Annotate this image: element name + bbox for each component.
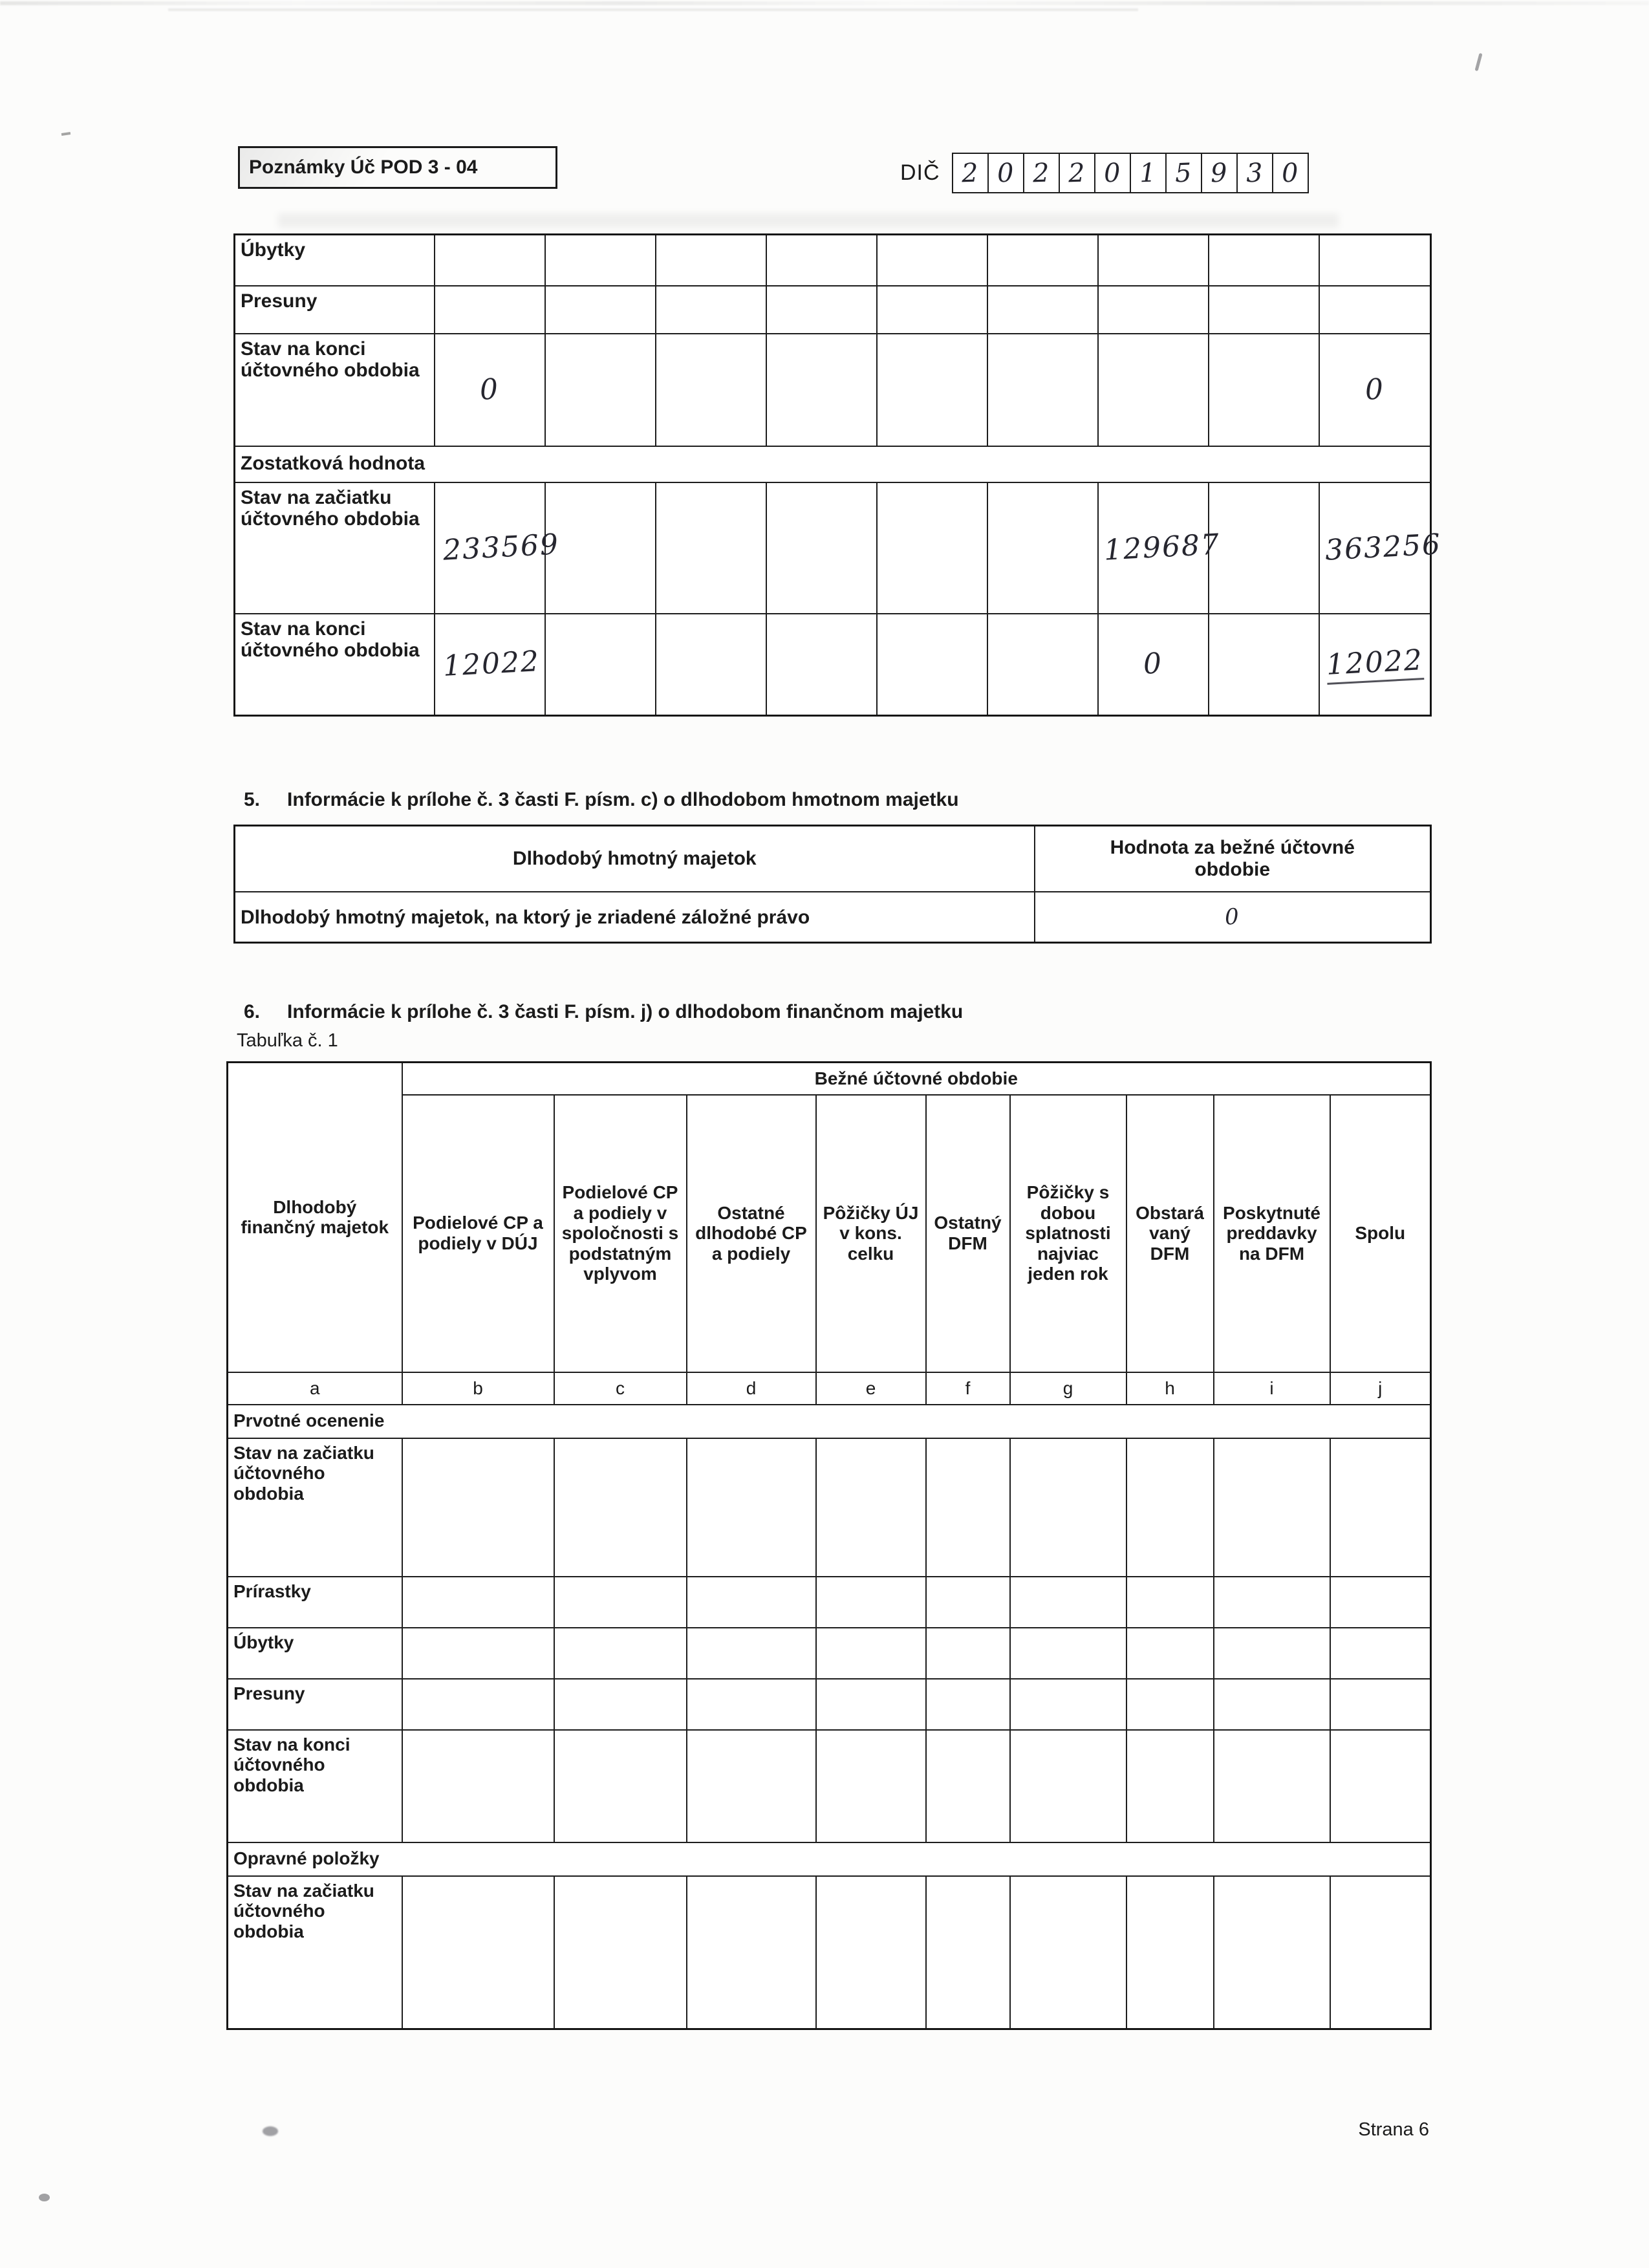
dic-digit-box (1165, 153, 1202, 193)
row-label: Presuny (228, 1679, 402, 1730)
table-cell (1214, 1730, 1330, 1842)
table-cell (1214, 1628, 1330, 1679)
column-letter-row (228, 1372, 1431, 1405)
table-cell (1330, 1628, 1431, 1679)
table-row (235, 334, 1431, 446)
table-cell (816, 1876, 926, 2029)
handwritten-digit: 0 (997, 158, 1015, 188)
section-label: Zostatková hodnota (235, 446, 1431, 482)
table-cell (766, 334, 877, 446)
column-header: Poskytnuté preddavky na DFM (1214, 1095, 1330, 1372)
column-letter: h (1126, 1372, 1214, 1405)
handwritten-digit: 0 (1281, 158, 1299, 188)
table-row (228, 1577, 1431, 1628)
table-cell (1319, 614, 1431, 716)
financial-assets-table (226, 1061, 1432, 2030)
scan-artifact (278, 213, 1339, 228)
table-cell (926, 1876, 1010, 2029)
table-cell (987, 334, 1098, 446)
table-caption: Tabuľka č. 1 (237, 1030, 338, 1051)
table-cell (816, 1628, 926, 1679)
table-cell (554, 1876, 687, 2029)
table-cell (545, 286, 656, 334)
table-cell (1010, 1628, 1126, 1679)
table-cell (435, 334, 545, 446)
row-label: Stav na začiatku účtovného obdobia (235, 482, 435, 614)
table-cell (766, 286, 877, 334)
table-cell (1214, 1876, 1330, 2029)
table-cell (1126, 1628, 1214, 1679)
table-cell (1330, 1438, 1431, 1577)
table-section-row (228, 1842, 1431, 1876)
column-header: Dlhodobý hmotný majetok (235, 826, 1035, 892)
dic-digit-box (1236, 153, 1273, 193)
table-cell (926, 1679, 1010, 1730)
table-cell (1010, 1438, 1126, 1577)
column-header: Pôžičky s dobou splatnosti najviac jeden rok (1010, 1095, 1126, 1372)
column-header: Ostatné dlhodobé CP a podiely (687, 1095, 816, 1372)
column-header-text: Hodnota za bežné účtovné obdobie (1110, 836, 1355, 880)
column-header: Obstarávaný DFM (1126, 1095, 1214, 1372)
period-header: Bežné účtovné obdobie (402, 1063, 1431, 1095)
table-section-row (228, 1405, 1431, 1438)
table-cell (1209, 614, 1319, 716)
column-letter: a (228, 1372, 402, 1405)
handwritten-value: 363256 (1324, 528, 1442, 567)
column-header: Dlhodobý finančný majetok (228, 1063, 402, 1372)
section-number: 5. (244, 789, 261, 810)
table-header-row (228, 1095, 1431, 1372)
table-cell (1330, 1730, 1431, 1842)
table-cell (1319, 482, 1442, 614)
table-cell (766, 614, 877, 716)
dic-digit-box (1023, 153, 1060, 193)
table-cell (1214, 1438, 1330, 1577)
row-label: Stav na konci účtovného obdobia (228, 1730, 402, 1842)
section6-heading (244, 1001, 963, 1023)
table-row (228, 1730, 1431, 1842)
row-label: Presuny (235, 286, 435, 334)
handwritten-digit: 2 (1032, 158, 1050, 188)
dic-digit-box (1130, 153, 1167, 193)
table-cell (1010, 1730, 1126, 1842)
table-cell (554, 1577, 687, 1628)
handwritten-value: 129687 (1103, 528, 1221, 567)
scan-artifact (1474, 53, 1482, 71)
table-cell (766, 235, 877, 286)
table-header-row (235, 826, 1431, 892)
dic-digit-box (1059, 153, 1095, 193)
table-cell (656, 286, 766, 334)
table-cell (656, 334, 766, 446)
section-title: Informácie k prílohe č. 3 časti F. písm. j) o dlhodobom finančnom majetku (287, 1001, 964, 1022)
handwritten-digit: 2 (1068, 158, 1086, 188)
table-cell (1098, 482, 1221, 614)
page-number: Strana 6 (1358, 2119, 1429, 2140)
table-cell (1126, 1679, 1214, 1730)
table-cell (656, 482, 766, 614)
table-cell (1330, 1679, 1431, 1730)
table-row (228, 1679, 1431, 1730)
table-cell (1010, 1577, 1126, 1628)
handwritten-value: 233569 (442, 528, 560, 567)
dic-digit-boxes (952, 153, 1309, 193)
handwritten-digit: 1 (1139, 158, 1157, 188)
table-cell (402, 1730, 554, 1842)
table-cell (1126, 1730, 1214, 1842)
table-cell (435, 286, 545, 334)
handwritten-digit: 9 (1210, 158, 1228, 188)
table-cell (816, 1577, 926, 1628)
table-cell (435, 482, 560, 614)
table-cell (766, 482, 877, 614)
handwritten-value: 0 (1142, 647, 1164, 682)
table-cell (545, 334, 656, 446)
handwritten-value: 0 (1223, 903, 1241, 931)
table-cell (1214, 1679, 1330, 1730)
table-cell (1035, 892, 1431, 943)
dic-digit-box (987, 153, 1024, 193)
table-row (235, 892, 1431, 943)
table-section-row (235, 446, 1431, 482)
table-cell (926, 1730, 1010, 1842)
scan-artifact (61, 132, 70, 136)
handwritten-digit: 0 (1103, 158, 1121, 188)
table-cell (877, 614, 987, 716)
column-header: Podielové CP a podiely v spoločnosti s podstatným vplyvom (554, 1095, 687, 1372)
table-cell (687, 1876, 816, 2029)
tangible-assets-pledge-table (233, 825, 1432, 944)
section-title: Informácie k prílohe č. 3 časti F. písm. c) o dlhodobom hmotnom majetku (287, 789, 959, 810)
table-cell (402, 1876, 554, 2029)
row-label: Stav na začiatku účtovného obdobia (228, 1438, 402, 1577)
section5-heading (244, 789, 959, 811)
table-row (235, 482, 1431, 614)
section-number: 6. (244, 1001, 261, 1022)
table-cell (554, 1730, 687, 1842)
table-cell (435, 614, 545, 716)
column-header: Pôžičky ÚJ v kons. celku (816, 1095, 926, 1372)
dic-label: DIČ (900, 160, 940, 185)
table-cell (987, 482, 1098, 614)
table-cell (987, 235, 1098, 286)
table-cell (656, 614, 766, 716)
handwritten-value: 12022 (1325, 644, 1424, 684)
table-cell (1330, 1577, 1431, 1628)
table-cell (816, 1438, 926, 1577)
table-row (235, 235, 1431, 286)
column-header: Spolu (1330, 1095, 1431, 1372)
table-cell (687, 1679, 816, 1730)
table-cell (402, 1577, 554, 1628)
dic-digit-box (1201, 153, 1238, 193)
table-cell (1214, 1577, 1330, 1628)
table-cell (877, 235, 987, 286)
assets-continuation-table (233, 233, 1442, 717)
table-cell (1098, 334, 1209, 446)
table-cell (545, 235, 656, 286)
handwritten-value: 12022 (442, 645, 541, 684)
scan-artifact (168, 8, 1138, 11)
column-letter: g (1010, 1372, 1126, 1405)
table-cell (1126, 1438, 1214, 1577)
table-cell (987, 286, 1098, 334)
table-cell (1319, 286, 1431, 334)
table-cell (816, 1679, 926, 1730)
scan-artifact (263, 2126, 278, 2136)
table-header-row (228, 1063, 1431, 1095)
table-cell (545, 614, 656, 716)
dic-digit-box (952, 153, 989, 193)
handwritten-value: 0 (479, 372, 501, 407)
table-cell (926, 1577, 1010, 1628)
table-cell (402, 1438, 554, 1577)
table-cell (1330, 1876, 1431, 2029)
handwritten-digit: 5 (1174, 158, 1192, 188)
dic-digit-box (1094, 153, 1131, 193)
scan-artifact (39, 2194, 50, 2201)
table-cell (554, 1438, 687, 1577)
table-row (228, 1876, 1431, 2029)
handwritten-digit: 2 (961, 158, 979, 188)
table-cell (1209, 286, 1319, 334)
table-cell (545, 482, 656, 614)
table-cell (1126, 1876, 1214, 2029)
row-label: Úbytky (235, 235, 435, 286)
dic-digit-box (1272, 153, 1309, 193)
table-row (228, 1438, 1431, 1577)
table-cell (1319, 235, 1431, 286)
column-letter: e (816, 1372, 926, 1405)
scan-artifact (0, 1, 1649, 5)
table-cell (554, 1679, 687, 1730)
column-letter: i (1214, 1372, 1330, 1405)
table-cell (926, 1628, 1010, 1679)
table-row (228, 1628, 1431, 1679)
table-cell (554, 1628, 687, 1679)
table-cell (816, 1730, 926, 1842)
table-cell (687, 1577, 816, 1628)
table-cell (1319, 334, 1431, 446)
column-letter: b (402, 1372, 554, 1405)
table-cell (687, 1628, 816, 1679)
table-cell (402, 1628, 554, 1679)
table-cell (1126, 1577, 1214, 1628)
form-code-box (238, 146, 557, 189)
table-cell (1098, 614, 1209, 716)
table-cell (1098, 286, 1209, 334)
row-label: Stav na konci účtovného obdobia (235, 614, 435, 716)
table-cell (435, 235, 545, 286)
table-cell (877, 482, 987, 614)
table-cell (656, 235, 766, 286)
column-header: Podielové CP a podiely v DÚJ (402, 1095, 554, 1372)
column-letter: d (687, 1372, 816, 1405)
row-label: Úbytky (228, 1628, 402, 1679)
section-label: Prvotné ocenenie (228, 1405, 1431, 1438)
table-cell (1209, 235, 1319, 286)
table-cell (1098, 235, 1209, 286)
table-row (235, 614, 1431, 716)
section-label: Opravné položky (228, 1842, 1431, 1876)
table-cell (987, 614, 1098, 716)
row-label: Stav na začiatku účtovného obdobia (228, 1876, 402, 2029)
column-header: Ostatný DFM (926, 1095, 1010, 1372)
handwritten-digit: 3 (1245, 158, 1264, 188)
column-letter: c (554, 1372, 687, 1405)
table-cell (1209, 334, 1319, 446)
table-cell (877, 286, 987, 334)
table-cell (687, 1730, 816, 1842)
column-letter: f (926, 1372, 1010, 1405)
table-row (235, 286, 1431, 334)
handwritten-value: 0 (1364, 372, 1386, 407)
row-label: Stav na konci účtovného obdobia (235, 334, 435, 446)
row-label: Dlhodobý hmotný majetok, na ktorý je zriadené záložné právo (235, 892, 1035, 943)
table-cell (402, 1679, 554, 1730)
table-cell (1209, 482, 1319, 614)
form-code-label: Poznámky Úč POD 3 - 04 (249, 157, 478, 178)
table-cell (1010, 1876, 1126, 2029)
column-header (1035, 826, 1431, 892)
table-cell (687, 1438, 816, 1577)
column-letter: j (1330, 1372, 1431, 1405)
dic-field (900, 153, 1309, 193)
table-cell (926, 1438, 1010, 1577)
table-cell (1010, 1679, 1126, 1730)
table-cell (877, 334, 987, 446)
row-label: Prírastky (228, 1577, 402, 1628)
